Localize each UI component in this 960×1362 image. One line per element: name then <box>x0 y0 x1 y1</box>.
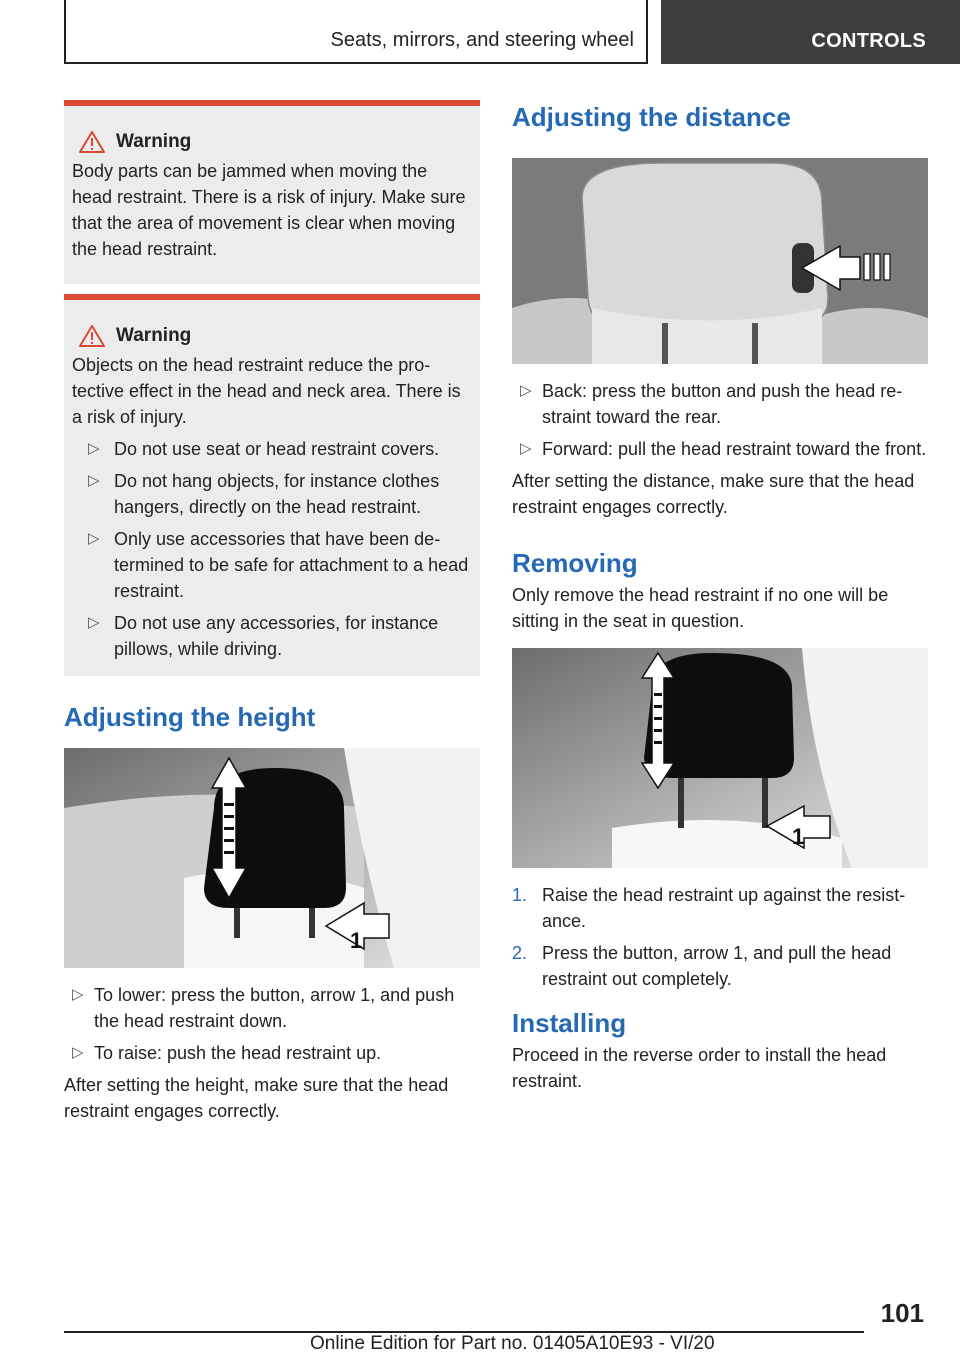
chapter-tab[interactable] <box>661 0 960 64</box>
figure-adjust-height <box>64 748 480 968</box>
list-item-text: Do not use seat or head restraint covers. <box>114 439 440 459</box>
list-item <box>72 468 470 520</box>
list-item-text: Only use accessories that have been de‐termined to be safe for attachment to a head restraint. <box>114 529 469 601</box>
list-item <box>64 1040 480 1066</box>
list-item <box>72 436 470 462</box>
bullet-triangle-icon: ▷ <box>88 614 100 631</box>
step-text: Press the button, arrow 1, and pull the head restraint out completely. <box>542 943 892 989</box>
bullet-triangle-icon: ▷ <box>88 472 100 489</box>
head-restraint-removal-illustration <box>512 648 928 868</box>
header-section-box <box>64 0 648 64</box>
paragraph: Only remove the head restraint if no one will be sitting in the seat in question. <box>512 585 889 631</box>
list-item <box>512 378 928 430</box>
list-item-text: Back: press the button and push the head re‐straint toward the rear. <box>542 381 903 427</box>
bullet-triangle-icon: ▷ <box>88 530 100 547</box>
bullet-triangle-icon: ▷ <box>72 986 84 1003</box>
numbered-step <box>512 940 928 992</box>
step-number: 1. <box>512 885 528 905</box>
section-heading-removing: Removing <box>512 548 638 578</box>
paragraph: Proceed in the reverse order to install the head restraint. <box>512 1045 887 1091</box>
left-column <box>64 100 480 1124</box>
right-column <box>512 100 928 1094</box>
figure-label: 1 <box>792 824 805 849</box>
warning-triangle-icon <box>78 130 106 154</box>
paragraph: After setting the height, make sure that the head restraint engages correctly. <box>64 1075 449 1121</box>
warning-title-row <box>78 130 470 154</box>
warning-title-row <box>78 324 470 348</box>
list-item-text: To raise: push the head restraint up. <box>94 1043 382 1063</box>
list-item-text: Do not hang objects, for instance clothes hangers, directly on the head restraint. <box>114 471 440 517</box>
page-number: 101 <box>880 1298 924 1328</box>
section-heading-height: Adjusting the height <box>64 702 316 732</box>
bullet-triangle-icon: ▷ <box>88 440 100 457</box>
list-item-text: Forward: pull the head restraint toward the front. <box>542 439 927 459</box>
numbered-step <box>512 882 928 934</box>
warning-body: Body parts can be jammed when moving the head restraint. There is a risk of injury. Make sure that the area of movement is clear when moving the head restraint. <box>72 161 466 259</box>
list-item-text: To lower: press the button, arrow 1, and push the head restraint down. <box>94 985 455 1031</box>
bullet-triangle-icon: ▷ <box>520 382 532 399</box>
list-item <box>64 982 480 1034</box>
footer-edition: Online Edition for Part no. 01405A10E93 - VI/20 <box>310 1333 715 1354</box>
warning-title: Warning <box>116 131 192 152</box>
warning-title: Warning <box>116 325 192 346</box>
chapter-tab-label: CONTROLS <box>811 30 926 52</box>
section-title: Seats, mirrors, and steering wheel <box>330 29 634 51</box>
warning-box-1 <box>64 100 480 284</box>
head-restraint-height-illustration <box>64 748 480 968</box>
figure-removing <box>512 648 928 868</box>
section-heading-distance: Adjusting the distance <box>512 102 791 132</box>
step-number: 2. <box>512 943 528 963</box>
warning-box-2 <box>64 294 480 676</box>
list-item <box>512 436 928 462</box>
section-heading-installing: Installing <box>512 1008 627 1038</box>
warning-body: Objects on the head restraint reduce the pro‐tective effect in the head and neck area. There is a risk of injury. <box>72 355 461 427</box>
bullet-triangle-icon: ▷ <box>520 440 532 457</box>
figure-adjust-distance <box>512 158 928 364</box>
list-item-text: Do not use any accessories, for instance pillows, while driving. <box>114 613 439 659</box>
bullet-triangle-icon: ▷ <box>72 1044 84 1061</box>
warning-triangle-icon <box>78 324 106 348</box>
figure-label: 1 <box>350 928 363 953</box>
list-item <box>72 526 470 604</box>
step-text: Raise the head restraint up against the resist‐ance. <box>542 885 906 931</box>
head-restraint-distance-illustration <box>512 158 928 364</box>
paragraph: After setting the distance, make sure that the head restraint engages correctly. <box>512 471 915 517</box>
list-item <box>72 610 470 662</box>
